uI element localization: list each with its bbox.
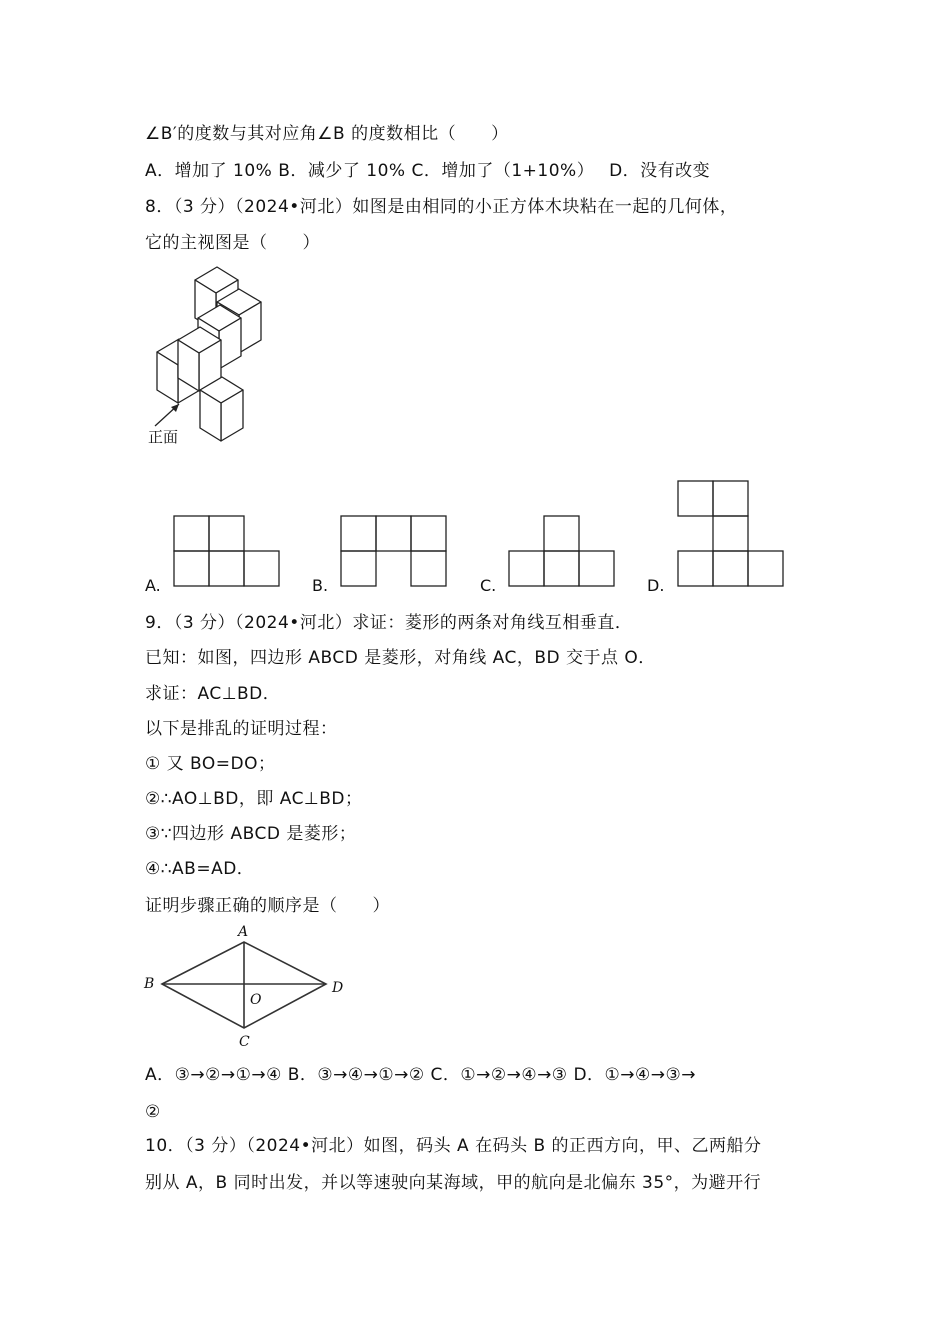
q10-line-2: 别从 A，B 同时出发，并以等速驶向某海域，甲的航向是北偏东 35°，为避开行 [145, 1173, 762, 1193]
q9-line-5: ① 又 BO=DO； [145, 754, 276, 774]
q8-option-d-figure [677, 480, 785, 587]
q8-option-b-figure [340, 515, 448, 587]
q9-line-1: 9．（3 分）（2024•河北）求证：菱形的两条对角线互相垂直． [145, 613, 633, 633]
point-d-label: D [332, 980, 344, 996]
q9-line-3: 求证：AC⊥BD． [145, 684, 281, 704]
q9-line-9: 证明步骤正确的顺序是（ ） [145, 896, 390, 916]
q8-stem-line1: 8．（3 分）（2024•河北）如图是由相同的小正方体木块粘在一起的几何体， [145, 197, 738, 217]
q8-stem-line2: 它的主视图是（ ） [145, 233, 320, 253]
q8-figure-label: 正面 [148, 428, 179, 446]
q8-option-b-label: B. [312, 576, 329, 595]
q9-options-line1: A．③→②→①→④ B．③→④→①→② C．①→②→④→③ D．①→④→③→ [145, 1065, 696, 1085]
q10-line-1: 10．（3 分）（2024•河北）如图，码头 A 在码头 B 的正西方向，甲、乙两船分 [145, 1136, 762, 1156]
q9-line-6: ②∴AO⊥BD，即 AC⊥BD； [145, 789, 363, 809]
q9-rhombus-figure [140, 922, 355, 1050]
q8-option-a-figure [173, 515, 281, 587]
q9-line-4: 以下是排乱的证明过程： [145, 719, 338, 739]
q8-cube-figure [145, 262, 275, 447]
q8-option-c-figure [508, 515, 616, 587]
q7-stem-end: ∠B′的度数与其对应角∠B 的度数相比（ ） [145, 124, 509, 144]
point-o-label: O [250, 992, 262, 1008]
point-c-label: C [239, 1034, 250, 1050]
q9-line-7: ③∵四边形 ABCD 是菱形； [145, 824, 357, 844]
q9-line-2: 已知：如图，四边形 ABCD 是菱形，对角线 AC，BD 交于点 O． [145, 648, 656, 668]
point-b-label: B [144, 976, 155, 992]
q8-option-a-label: A. [145, 576, 161, 595]
point-a-label: A [238, 924, 249, 940]
q9-line-8: ④∴AB=AD． [145, 859, 255, 879]
q7-options: A．增加了 10% B．减少了 10% C．增加了（1+10%） D．没有改变 [145, 161, 711, 181]
q8-option-d-label: D. [647, 576, 665, 595]
q9-options-line2: ② [145, 1102, 161, 1122]
q8-option-c-label: C. [480, 576, 497, 595]
